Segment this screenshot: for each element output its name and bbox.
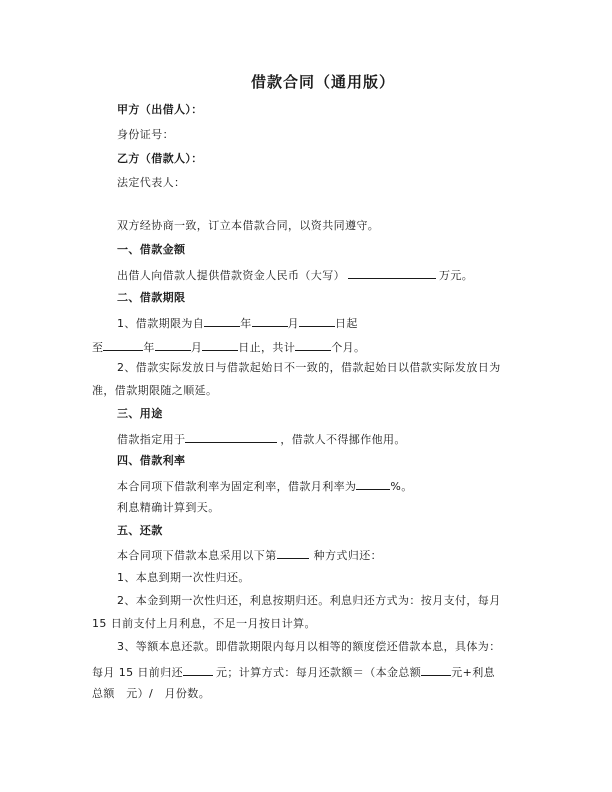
month-label: 月 <box>287 317 300 330</box>
to-label: 至 <box>92 341 104 354</box>
purpose-prefix: 借款指定用于 <box>117 433 186 446</box>
section-5-heading: 五、还款 <box>117 524 163 537</box>
repay-method-suffix: 种方式归还： <box>313 549 383 562</box>
end-month-blank <box>155 339 191 351</box>
month-label-2: 月 <box>190 341 203 354</box>
months-label: 个月。 <box>331 341 366 354</box>
repay-option-3-line-3: 总额 元）/ 月份数。 <box>92 687 211 700</box>
term-prefix: 1、借款期限为自 <box>117 317 205 330</box>
year-label: 年 <box>240 317 252 330</box>
section-1-text <box>117 267 473 283</box>
section-1-heading: 一、借款金额 <box>117 243 186 256</box>
repay-method-blank <box>277 547 309 559</box>
section-4-text-2: 利息精确计算到天。 <box>117 501 220 514</box>
repay-option-2-line-1: 2、本金到期一次性归还，利息按期归还。利息归还方式为：按月支付，每月 <box>117 594 501 607</box>
monthly-calc: 元；计算方式：每月还款额＝（本金总额 <box>216 666 422 679</box>
repay-option-3-line-2 <box>92 664 495 680</box>
repay-option-2-line-2: 15 日前支付上月利息，不足一月按日计算。 <box>92 617 316 630</box>
interest-prefix: 元+利息 <box>451 666 496 679</box>
principal-total-blank <box>421 664 451 676</box>
rate-suffix: %。 <box>390 480 413 493</box>
purpose-blank <box>185 431 277 443</box>
monthly-amount-blank <box>183 664 213 676</box>
repay-option-3-line-1: 3、等额本息还款。即借款期限内每月以相等的额度偿还借款本息，具体为： <box>117 640 501 653</box>
months-count-blank <box>295 339 331 351</box>
end-year-blank <box>103 339 143 351</box>
loan-amount-blank <box>348 267 436 279</box>
section-3-heading: 三、用途 <box>117 407 163 420</box>
repay-option-1: 1、本息到期一次性归还。 <box>117 571 250 584</box>
party-a-id-label: 身份证号： <box>117 128 174 141</box>
start-day-blank <box>299 315 335 327</box>
section-4-heading: 四、借款利率 <box>117 454 186 467</box>
loan-amount-suffix: 万元。 <box>439 269 474 282</box>
end-day-blank <box>202 339 238 351</box>
start-year-blank <box>204 315 240 327</box>
term-clause-2-line-2: 准，借款期限随之顺延。 <box>92 384 218 397</box>
start-month-blank <box>252 315 288 327</box>
page-title: 借款合同（通用版） <box>251 73 396 91</box>
section-4-text <box>117 478 413 494</box>
party-a-label: 甲方（出借人）： <box>117 103 203 116</box>
intro-paragraph: 双方经协商一致，订立本借款合同，以资共同遵守。 <box>117 219 380 232</box>
year-label-2: 年 <box>143 341 155 354</box>
monthly-prefix: 每月 15 日前归还 <box>92 666 183 679</box>
party-b-rep-label: 法定代表人： <box>117 176 186 189</box>
repay-method-prefix: 本合同项下借款本息采用以下第 <box>117 549 277 562</box>
section-3-text <box>117 431 406 447</box>
day-to-label: 日止，共计 <box>238 341 296 354</box>
term-end-line <box>92 339 365 355</box>
day-from-label: 日起 <box>335 317 358 330</box>
purpose-suffix: ，借款人不得挪作他用。 <box>280 433 406 446</box>
section-2-heading: 二、借款期限 <box>117 291 186 304</box>
loan-amount-prefix: 出借人向借款人提供借款资金人民币（大写） <box>117 269 345 282</box>
party-b-label: 乙方（借款人）： <box>117 152 203 165</box>
rate-blank <box>356 478 390 490</box>
term-clause-2-line-1: 2、借款实际发放日与借款起始日不一致的，借款起始日以借款实际发放日为 <box>117 361 501 374</box>
term-start-line <box>117 315 358 331</box>
rate-prefix: 本合同项下借款利率为固定利率，借款月利率为 <box>117 480 357 493</box>
repay-method-line <box>117 547 382 563</box>
